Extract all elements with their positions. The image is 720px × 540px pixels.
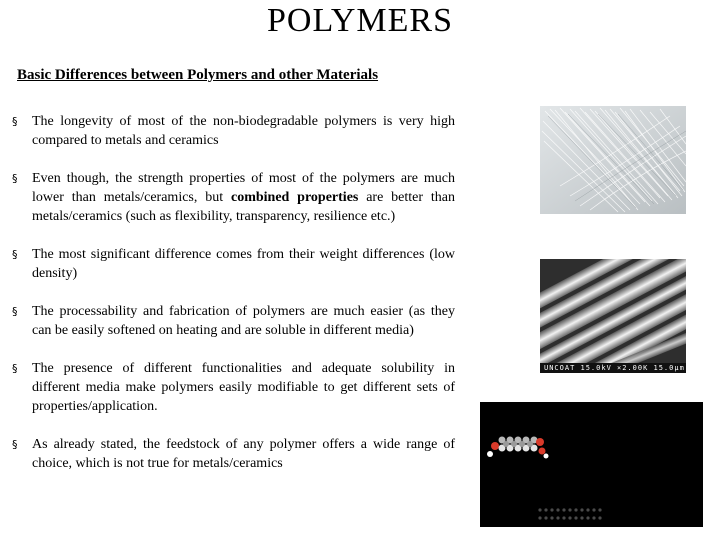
bullet-icon: § xyxy=(12,115,18,128)
sem-fiber-micrograph xyxy=(540,259,686,373)
bullet-icon: § xyxy=(12,248,18,261)
sem-caption: UNCOAT 15.0kV ×2.00K 15.0μm xyxy=(544,364,685,372)
slide-subtitle: Basic Differences between Polymers and other Materials xyxy=(17,67,379,83)
bullet-item: § The processability and fabrication of polymers are much easier (as they can be easily softened on heating and are soluble in different media) xyxy=(12,304,455,338)
bullet-icon: § xyxy=(12,172,18,185)
fiber-bundle-icon xyxy=(540,106,686,214)
bullet-item: § The longevity of most of the non-biodegradable polymers is very high compared to metals and ceramics xyxy=(12,114,455,148)
sem-fibers-icon xyxy=(540,259,686,373)
polymer-molecule-model xyxy=(480,402,703,527)
bullet-list xyxy=(12,112,455,492)
bullet-item: § The presence of different functionalities and adequate solubility in different media make polymers easily modifiable to get different sets of properties/application. xyxy=(12,361,455,414)
bullet-item: § As already stated, the feedstock of any polymer offers a wide range of choice, which is not true for metals/ceramics xyxy=(12,437,455,471)
molecule-icon xyxy=(480,402,703,527)
bullet-item: § The most significant difference comes from their weight differences (low density) xyxy=(12,247,455,281)
polymer-fibers-photo xyxy=(540,106,686,214)
bullet-item: § Even though, the strength properties of most of the polymers are much lower than metals/ceramics, but combined properties are better than metals/ceramics (such as flexibility, transparency, resilience etc.) xyxy=(12,171,455,224)
bullet-icon: § xyxy=(12,438,18,451)
bullet-icon: § xyxy=(12,305,18,318)
slide-title: POLYMERS xyxy=(267,2,453,39)
bullet-icon: § xyxy=(12,362,18,375)
